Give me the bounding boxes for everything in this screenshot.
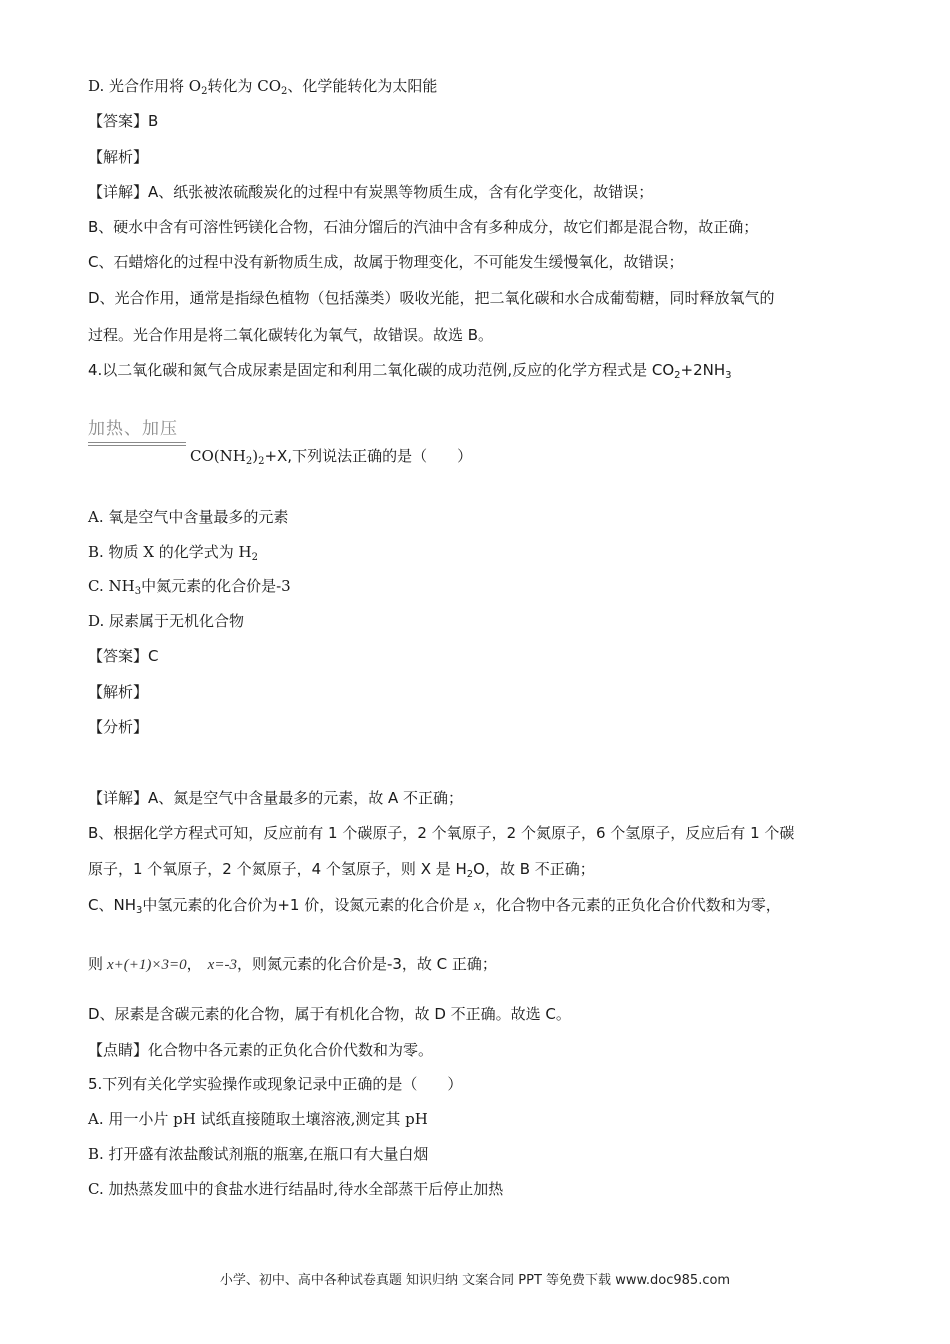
question-4-product: $CO(NH_2)_2+X$,下列说法正确的是（ ） [190, 447, 473, 467]
detail-b-q3: B、硬水中含有可溶性钙镁化合物，石油分馏后的汽油中含有多种成分，故它们都是混合物，故正确； [88, 218, 759, 236]
option-d-q3: D. 光合作用将 $O_2$转化为 $CO_2$、化学能转化为太阳能 [88, 77, 438, 97]
detail-c-q4-formula: 则 x+(+1)×3=0， x=-3，则氮元素的化合价是-3，故 C 正确； [88, 955, 497, 973]
option-d-q4: D. 尿素属于无机化合物 [88, 612, 245, 630]
detail-d-q3-cont: 过程。光合作用是将二氧化碳转化为氧气，故错误。故选 B。 [88, 326, 494, 344]
detail-d-q4: D、尿素是含碳元素的化合物，属于有机化合物，故 D 不正确。故选 C。 [88, 1005, 571, 1023]
tip-q4: 【点睛】化合物中各元素的正负化合价代数和为零。 [88, 1041, 434, 1059]
option-b-q4: B. 物质 X 的化学式为 $H_2$ [88, 543, 258, 563]
option-b-q5: B. 打开盛有浓盐酸试剂瓶的瓶塞,在瓶口有大量白烟 [88, 1145, 429, 1163]
option-a-q4: A. 氧是空气中含量最多的元素 [88, 508, 289, 526]
analysis-subheading-q4: 【分析】 [88, 718, 149, 736]
detail-c-q3: C、石蜡熔化的过程中没有新物质生成，故属于物理变化，不可能发生缓慢氧化，故错误； [88, 253, 684, 271]
analysis-heading-q3: 【解析】 [88, 148, 149, 166]
question-4: 4.以二氧化碳和氮气合成尿素是固定和利用二氧化碳的成功范例,反应的化学方程式是 $CO_2+2NH_3$ [88, 361, 732, 381]
reaction-equals-sign [88, 442, 186, 446]
equation-x: x=-3 [207, 957, 237, 973]
footer-banner: 小学、初中、高中各种试卷真题 知识归纳 文案合同 PPT 等免费下载 www.doc985.com [219, 1273, 731, 1288]
option-c-q4: C. $NH_3$中氮元素的化合价是-3 [88, 577, 291, 597]
reaction-condition-label: 加热、加压 [88, 419, 178, 439]
equation-sum: x+(+1)×3=0 [107, 957, 187, 973]
detail-b-q4: B、根据化学方程式可知，反应前有 1 个碳原子，2 个氧原子，2 个氮原子，6 个氢原子，反应后有 1 个碳 [88, 824, 795, 842]
question-5: 5.下列有关化学实验操作或现象记录中正确的是（ ） [88, 1075, 463, 1093]
detail-c-q4: C、$NH_3$中氢元素的化合价为+1 价，设氮元素的化合价是 x，化合物中各元素的正负化合价代数和为零， [88, 896, 781, 916]
analysis-heading-q4: 【解析】 [88, 683, 149, 701]
detail-b-q4-cont: 原子，1 个氧原子，2 个氮原子，4 个氢原子，则 X 是 $H_2O$，故 B 不正确； [88, 860, 595, 880]
detail-d-q3: D、光合作用，通常是指绿色植物（包括藻类）吸收光能，把二氧化碳和水合成葡萄糖，同时释放氧气的 [88, 289, 775, 307]
reaction-condition [88, 418, 188, 446]
detail-a-q3: 【详解】A、纸张被浓硫酸炭化的过程中有炭黑等物质生成，含有化学变化，故错误； [88, 183, 654, 201]
detail-a-q4: 【详解】A、氮是空气中含量最多的元素，故 A 不正确； [88, 789, 464, 807]
option-a-q5: A. 用一小片 pH 试纸直接随取土壤溶液,测定其 pH [88, 1110, 428, 1128]
answer-q4: 【答案】C [88, 647, 159, 665]
answer-q3: 【答案】B [88, 112, 159, 130]
option-c-q5: C. 加热蒸发皿中的食盐水进行结晶时,待水全部蒸干后停止加热 [88, 1180, 504, 1198]
